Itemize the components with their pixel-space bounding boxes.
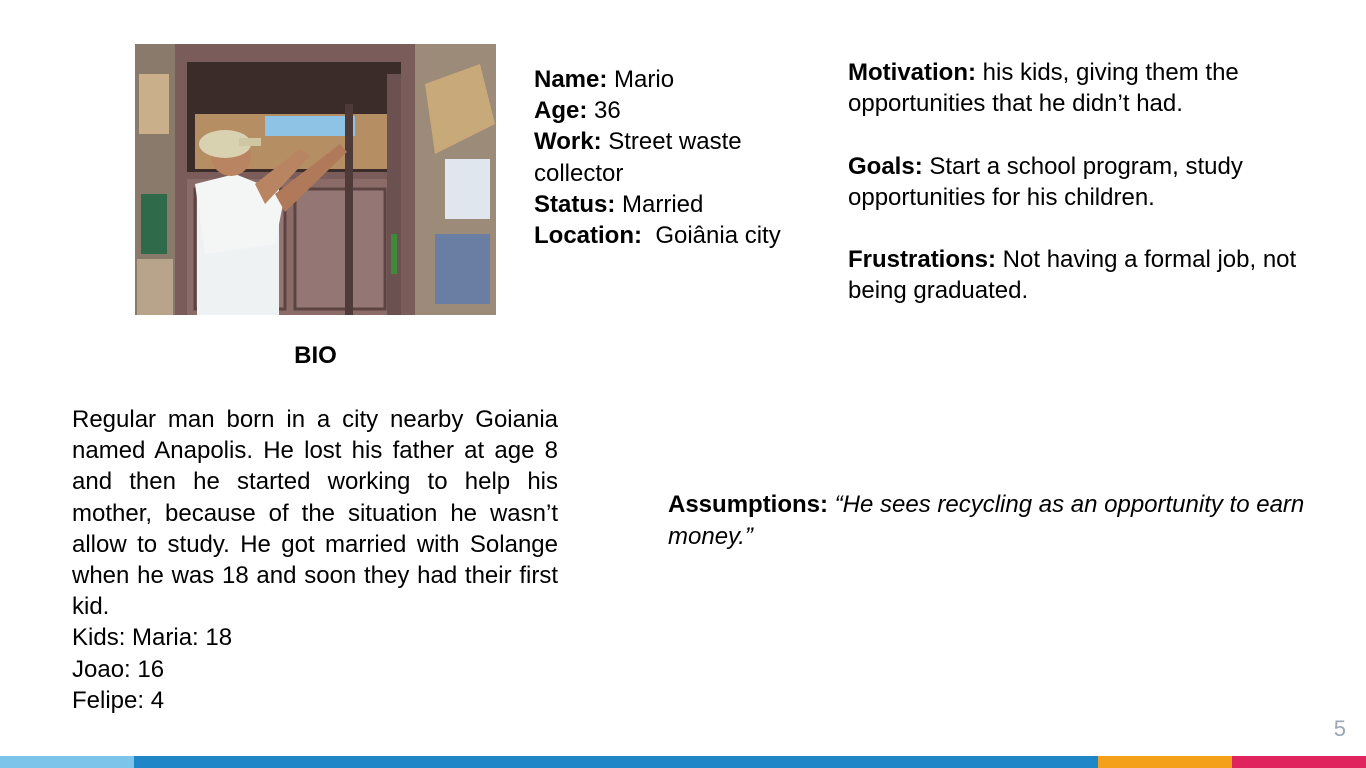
persona-photo (135, 44, 496, 315)
fact-value: Goiânia city (642, 222, 781, 250)
fact-work (534, 126, 834, 188)
fact-name (534, 64, 834, 95)
footer-segment-blue (134, 756, 1098, 768)
persona-profile (848, 57, 1318, 338)
motivation-label: Motivation: (848, 59, 976, 86)
motivation-text: his kids, giving them the opportunities that he didn’t had. (848, 59, 1239, 118)
fact-value: Married (615, 190, 704, 218)
goals-text: Start a school program, study opportunities for his children. (848, 152, 1243, 211)
bio-text (72, 404, 558, 716)
fact-status (534, 189, 834, 220)
persona-photo-illustration (135, 44, 496, 315)
footer-segment-orange (1098, 756, 1232, 768)
frustrations (848, 244, 1318, 306)
assumptions-quote: “He sees recycling as an opportunity to earn money.” (668, 491, 1305, 550)
page-number: 5 (1333, 716, 1346, 741)
motivation (848, 57, 1318, 119)
frustrations-text: Not having a formal job, not being graduated. (848, 246, 1297, 305)
bio-heading: BIO (294, 342, 337, 369)
fact-label: Work: (534, 128, 602, 156)
bio-kids-line: Kids: Maria: 18 (72, 624, 233, 652)
footer-segment-light-blue (0, 756, 134, 768)
persona-facts (534, 64, 834, 251)
goals (848, 151, 1318, 213)
bio-kid-line: Joao: 16 (72, 655, 165, 683)
footer-segment-pink (1232, 756, 1366, 768)
fact-label: Status: (534, 190, 616, 218)
assumptions-label: Assumptions: (668, 491, 829, 518)
fact-value: 36 (587, 97, 621, 125)
bio-kid-line: Felipe: 4 (72, 686, 165, 714)
footer-color-bar (0, 756, 1366, 768)
fact-label: Name: (534, 66, 608, 93)
frustrations-label: Frustrations: (848, 246, 997, 274)
fact-value: Mario (607, 66, 675, 93)
fact-label: Location: (534, 222, 642, 250)
fact-age (534, 95, 834, 126)
goals-label: Goals: (848, 152, 923, 180)
fact-value: Street waste collector (534, 128, 742, 187)
assumptions (668, 489, 1328, 553)
fact-label: Age: (534, 97, 588, 125)
fact-location (534, 220, 834, 251)
bio-paragraph: Regular man born in a city nearby Goiania named Anapolis. He lost his father at age 8 and then he started working to help his mother, because of the situation he wasn’t allow to study. He got married with Solange when he was 18 and soon they had their first kid. (72, 406, 558, 621)
